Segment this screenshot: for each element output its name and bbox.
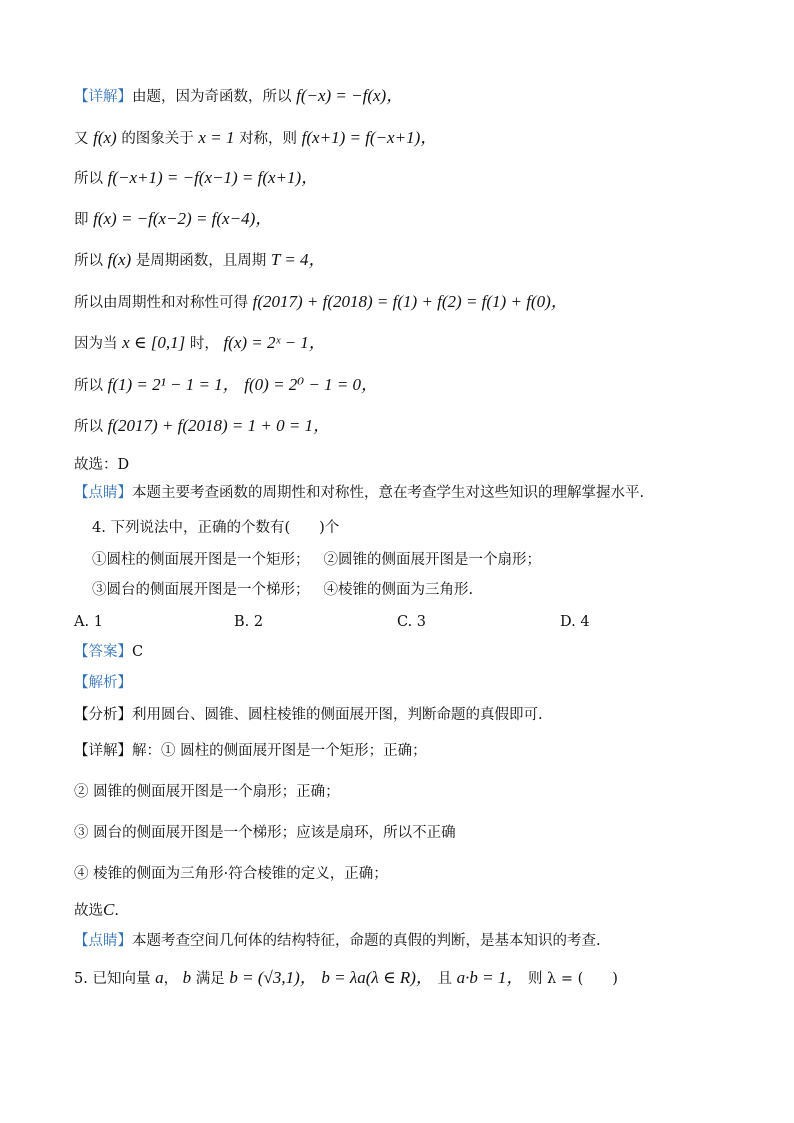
solution-line-3: 所以 f(−x+1) = −f(x−1) = f(x+1)， — [74, 168, 319, 187]
vector-b: b — [182, 968, 192, 987]
q4-detail-2: ② 圆锥的侧面展开图是一个扇形；正确； — [74, 784, 340, 800]
solution-line-7: 因为当 x ∈ [0,1] 时， f(x) = 2ˣ − 1， — [74, 333, 326, 352]
q4-stem: 4. 下列说法中，正确的个数有( )个 — [92, 520, 340, 536]
q4-option-b: B. 2 — [234, 614, 264, 630]
detail-label: 【详解】 — [74, 89, 132, 105]
q4-detail-4: ④ 棱锥的侧面为三角形·符合棱锥的定义，正确； — [74, 866, 388, 882]
solution-line-2: 又 f(x) 的图象关于 x = 1 对称，则 f(x+1) = f(−x+1)， — [74, 128, 438, 147]
q4-statements-row-1: ①圆柱的侧面展开图是一个矩形； ②圆锥的侧面展开图是一个扇形； — [92, 552, 541, 568]
vector-a: a — [155, 968, 164, 987]
q4-detail-1: 【详解】解：① 圆柱的侧面展开图是一个矩形；正确； — [74, 743, 427, 759]
q4-option-c: C. 3 — [397, 614, 427, 630]
q4-option-a: A. 1 — [74, 614, 103, 630]
solution-line-11: 【点睛】本题主要考查函数的周期性和对称性，意在考查学生对这些知识的理解掌握水平. — [74, 485, 645, 501]
solution-line-1: 【详解】由题，因为奇函数，所以 f(−x) = −f(x)， — [74, 86, 404, 105]
q4-dianjing: 【点睛】本题考查空间几何体的结构特征，命题的真假的判断，是基本知识的考查. — [74, 933, 601, 949]
q4-choose: 故选C. — [74, 900, 119, 919]
q4-answer: 【答案】C — [74, 644, 144, 660]
solution-line-9: 所以 f(2017) + f(2018) = 1 + 0 = 1， — [74, 416, 331, 435]
q4-fenxi: 【分析】利用圆台、圆锥、圆柱棱锥的侧面展开图，判断命题的真假即可. — [74, 707, 543, 723]
q5-stem: 5. 已知向量 a， b 满足 b = (√3,1)， b = λa(λ ∈ R)， 且 a·b = 1， 则 λ = ( ) — [74, 968, 618, 987]
solution-line-8: 所以 f(1) = 2¹ − 1 = 1， f(0) = 2⁰ − 1 = 0， — [74, 375, 379, 394]
q4-option-d: D. 4 — [560, 614, 590, 630]
answer-label: 【答案】 — [74, 644, 132, 660]
solution-line-6: 所以由周期性和对称性可得 f(2017) + f(2018) = f(1) + f(2) = f(1) + f(0)， — [74, 292, 568, 311]
solution-line-5: 所以 f(x) 是周期函数，且周期 T = 4， — [74, 250, 326, 269]
solution-line-10: 故选：D — [74, 457, 130, 473]
q4-statements-row-2: ③圆台的侧面展开图是一个梯形； ④棱锥的侧面为三角形. — [92, 582, 474, 598]
q4-analysis-label: 【解析】 — [74, 675, 132, 691]
comment-label: 【点睛】 — [74, 485, 132, 501]
q4-detail-3: ③ 圆台的侧面展开图是一个梯形；应该是扇环，所以不正确 — [74, 825, 456, 841]
solution-line-4: 即 f(x) = −f(x−2) = f(x−4)， — [74, 209, 273, 228]
